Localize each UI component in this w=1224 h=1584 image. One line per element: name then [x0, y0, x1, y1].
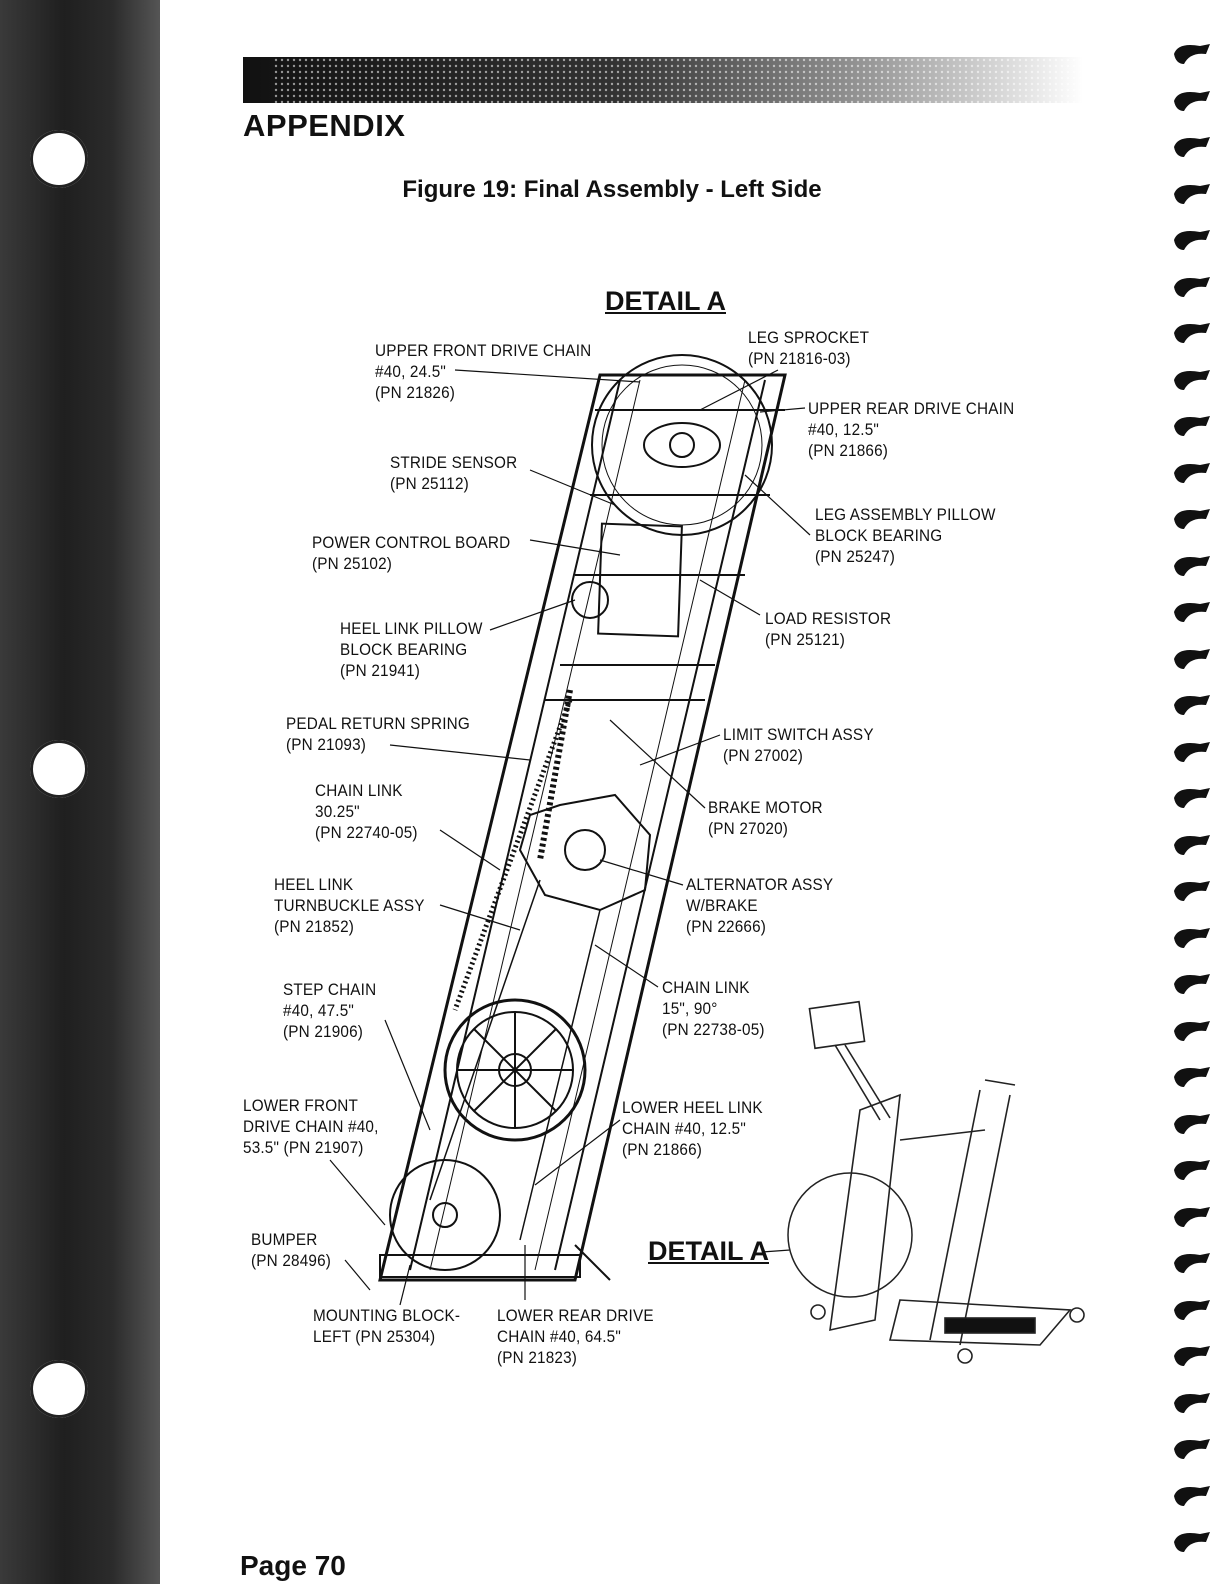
- label-lower-front-drive-chain: LOWER FRONT DRIVE CHAIN #40, 53.5" (PN 21907): [243, 1096, 379, 1157]
- heel-link-pillow-block: [572, 582, 608, 618]
- label-bumper: BUMPER (PN 28496): [251, 1230, 332, 1270]
- label-step-chain: STEP CHAIN #40, 47.5" (PN 21906): [283, 980, 377, 1041]
- alternator: [520, 795, 650, 910]
- label-upper-rear-drive-chain: UPPER REAR DRIVE CHAIN #40, 12.5" (PN 21866): [808, 399, 1015, 460]
- label-lower-heel-link-chain: LOWER HEEL LINK CHAIN #40, 12.5" (PN 21866): [622, 1098, 763, 1159]
- pillow-block: [644, 423, 720, 467]
- step-chain: [455, 700, 570, 1010]
- label-chain-link-30: CHAIN LINK 30.25" (PN 22740-05): [315, 781, 418, 842]
- label-heel-link-pillow-block: HEEL LINK PILLOW BLOCK BEARING (PN 21941): [340, 619, 483, 680]
- label-lower-rear-drive-chain: LOWER REAR DRIVE CHAIN #40, 64.5" (PN 21823): [497, 1306, 654, 1367]
- label-mounting-block-left: MOUNTING BLOCK- LEFT (PN 25304): [313, 1306, 461, 1346]
- label-upper-front-drive-chain: UPPER FRONT DRIVE CHAIN #40, 24.5" (PN 21826): [375, 341, 592, 402]
- console: [809, 1002, 864, 1049]
- detail-a-heading: DETAIL A: [605, 286, 726, 316]
- label-leg-assembly-pillow-block: LEG ASSEMBLY PILLOW BLOCK BEARING (PN 25247): [815, 505, 996, 566]
- label-leg-sprocket: LEG SPROCKET (PN 21816-03): [748, 328, 870, 368]
- figure-title: Figure 19: Final Assembly - Left Side: [402, 176, 822, 203]
- label-limit-switch-assy: LIMIT SWITCH ASSY (PN 27002): [723, 725, 874, 765]
- flywheel: [390, 1160, 500, 1270]
- power-control-board: [598, 524, 682, 637]
- label-pedal-return-spring: PEDAL RETURN SPRING (PN 21093): [286, 714, 470, 754]
- label-brake-motor: BRAKE MOTOR (PN 27020): [708, 798, 823, 838]
- detail-a-circle: [788, 1173, 912, 1297]
- machine-overview: [788, 1002, 1084, 1363]
- label-power-control-board: POWER CONTROL BOARD (PN 25102): [312, 533, 511, 573]
- label-alternator-assy: ALTERNATOR ASSY W/BRAKE (PN 22666): [686, 875, 834, 936]
- section-title: APPENDIX: [243, 108, 406, 143]
- leg-sprocket: [592, 355, 772, 535]
- label-load-resistor: LOAD RESISTOR (PN 25121): [765, 609, 892, 649]
- label-heel-link-turnbuckle: HEEL LINK TURNBUCKLE ASSY (PN 21852): [274, 875, 425, 936]
- label-chain-link-15: CHAIN LINK 15", 90° (PN 22738-05): [662, 978, 765, 1039]
- label-stride-sensor: STRIDE SENSOR (PN 25112): [390, 453, 518, 493]
- detail-a-callout: DETAIL A: [648, 1236, 769, 1266]
- page-number: Page 70: [240, 1550, 346, 1581]
